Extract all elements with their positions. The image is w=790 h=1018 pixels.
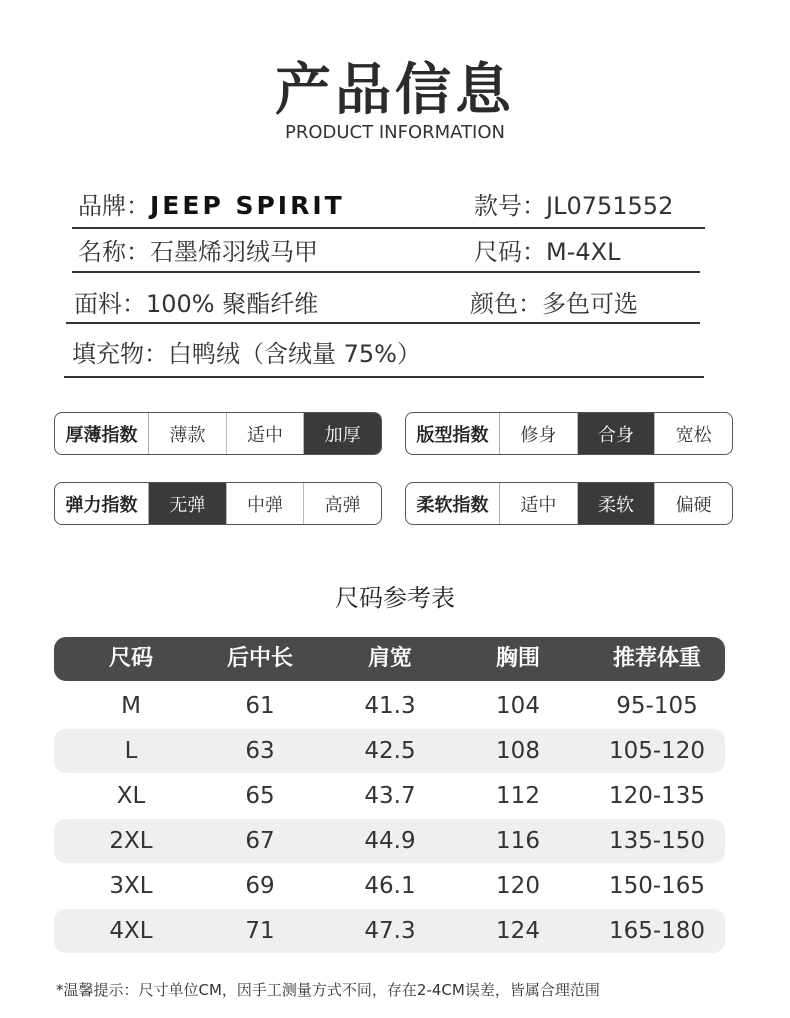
thickness-index bbox=[54, 412, 382, 455]
fit-option-loose[interactable]: 宽松 bbox=[675, 424, 712, 446]
cell-shoulder: 47.3 bbox=[364, 918, 416, 944]
cell-weight: 105-120 bbox=[608, 738, 706, 764]
fit-index bbox=[405, 412, 733, 455]
divider bbox=[64, 376, 704, 378]
cell-shoulder: 43.7 bbox=[364, 783, 416, 809]
cell-size: XL bbox=[116, 783, 146, 809]
header-shoulder: 肩宽 bbox=[367, 646, 412, 671]
cell-size: 2XL bbox=[109, 828, 153, 854]
cell-weight: 135-150 bbox=[608, 828, 706, 854]
divider bbox=[72, 227, 705, 229]
cell-size: L bbox=[124, 738, 138, 764]
header-weight: 推荐体重 bbox=[612, 646, 701, 671]
cell-weight: 150-165 bbox=[608, 873, 706, 899]
brand-row bbox=[78, 191, 345, 221]
elasticity-option-medium[interactable]: 中弹 bbox=[227, 483, 305, 524]
fit-option-regular[interactable]: 合身 bbox=[578, 413, 656, 454]
softness-option-medium[interactable]: 适中 bbox=[500, 483, 578, 524]
size-range-row bbox=[474, 237, 620, 267]
softness-option-soft[interactable]: 柔软 bbox=[578, 483, 656, 524]
fit-option-slim[interactable]: 修身 bbox=[500, 413, 578, 454]
softness-option-stiff[interactable]: 偏硬 bbox=[675, 494, 712, 516]
style-no-value: JL0751552 bbox=[546, 192, 674, 220]
divider bbox=[66, 322, 700, 324]
fabric-row bbox=[74, 289, 318, 319]
size-label: 尺码： bbox=[474, 238, 546, 266]
cell-chest: 120 bbox=[496, 873, 540, 899]
cell-chest: 104 bbox=[496, 693, 540, 719]
cell-shoulder: 41.3 bbox=[364, 693, 416, 719]
filling-value: 白鸭绒（含绒量 75%） bbox=[168, 340, 421, 368]
cell-shoulder: 46.1 bbox=[364, 873, 416, 899]
header-chest: 胸围 bbox=[495, 646, 540, 671]
cell-size: M bbox=[121, 693, 141, 719]
cell-back-length: 63 bbox=[245, 738, 275, 764]
cell-size: 3XL bbox=[109, 873, 153, 899]
cell-chest: 124 bbox=[496, 918, 540, 944]
style-no-label: 款号： bbox=[474, 192, 546, 220]
cell-chest: 108 bbox=[496, 738, 540, 764]
cell-back-length: 71 bbox=[245, 918, 275, 944]
cell-back-length: 61 bbox=[245, 693, 275, 719]
thickness-option-thick[interactable]: 加厚 bbox=[304, 413, 381, 454]
cell-weight: 165-180 bbox=[608, 918, 706, 944]
style-no-row bbox=[474, 191, 673, 221]
table-row bbox=[54, 774, 725, 818]
size-value: M-4XL bbox=[546, 238, 621, 266]
thickness-option-medium[interactable]: 适中 bbox=[227, 413, 305, 454]
page-subtitle: PRODUCT INFORMATION bbox=[284, 122, 506, 143]
brand-label: 品牌： bbox=[78, 192, 150, 220]
table-row bbox=[54, 909, 725, 953]
thickness-option-thin[interactable]: 薄款 bbox=[149, 413, 227, 454]
fit-index-label: 版型指数 bbox=[406, 413, 500, 454]
header-back-length: 后中长 bbox=[226, 646, 293, 671]
softness-index bbox=[405, 482, 733, 525]
elasticity-index bbox=[54, 482, 382, 525]
page-title: 产品信息 bbox=[275, 58, 515, 123]
fabric-value: 100% 聚酯纤维 bbox=[146, 290, 319, 318]
cell-shoulder: 42.5 bbox=[364, 738, 416, 764]
cell-chest: 116 bbox=[496, 828, 540, 854]
cell-shoulder: 44.9 bbox=[364, 828, 416, 854]
cell-weight: 95-105 bbox=[616, 693, 698, 719]
filling-row bbox=[72, 339, 421, 369]
header-size: 尺码 bbox=[108, 646, 153, 671]
cell-size: 4XL bbox=[109, 918, 153, 944]
cell-back-length: 69 bbox=[245, 873, 275, 899]
color-value: 多色可选 bbox=[542, 290, 638, 318]
name-row bbox=[78, 237, 318, 267]
name-value: 石墨烯羽绒马甲 bbox=[150, 238, 318, 266]
elasticity-option-none[interactable]: 无弹 bbox=[149, 483, 227, 524]
cell-back-length: 67 bbox=[245, 828, 275, 854]
table-row bbox=[54, 729, 725, 773]
fabric-label: 面料： bbox=[74, 290, 146, 318]
elasticity-option-high[interactable]: 高弹 bbox=[324, 494, 361, 516]
size-table-header bbox=[54, 637, 725, 681]
filling-label: 填充物： bbox=[72, 340, 168, 368]
table-row bbox=[54, 684, 725, 728]
brand-logo-text: JEEP SPIRIT bbox=[150, 191, 345, 220]
table-row bbox=[54, 864, 725, 908]
cell-weight: 120-135 bbox=[608, 783, 706, 809]
name-label: 名称： bbox=[78, 238, 150, 266]
elasticity-index-label: 弹力指数 bbox=[55, 483, 149, 524]
cell-back-length: 65 bbox=[245, 783, 275, 809]
size-table-title: 尺码参考表 bbox=[335, 584, 455, 612]
table-row bbox=[54, 819, 725, 863]
softness-index-label: 柔软指数 bbox=[406, 483, 500, 524]
color-label: 颜色： bbox=[470, 290, 542, 318]
measurement-note: *温馨提示：尺寸单位CM，因手工测量方式不同，存在2-4CM误差，皆属合理范围 bbox=[56, 981, 600, 999]
divider bbox=[72, 271, 700, 273]
thickness-index-label: 厚薄指数 bbox=[55, 413, 149, 454]
color-row bbox=[470, 289, 638, 319]
cell-chest: 112 bbox=[496, 783, 540, 809]
